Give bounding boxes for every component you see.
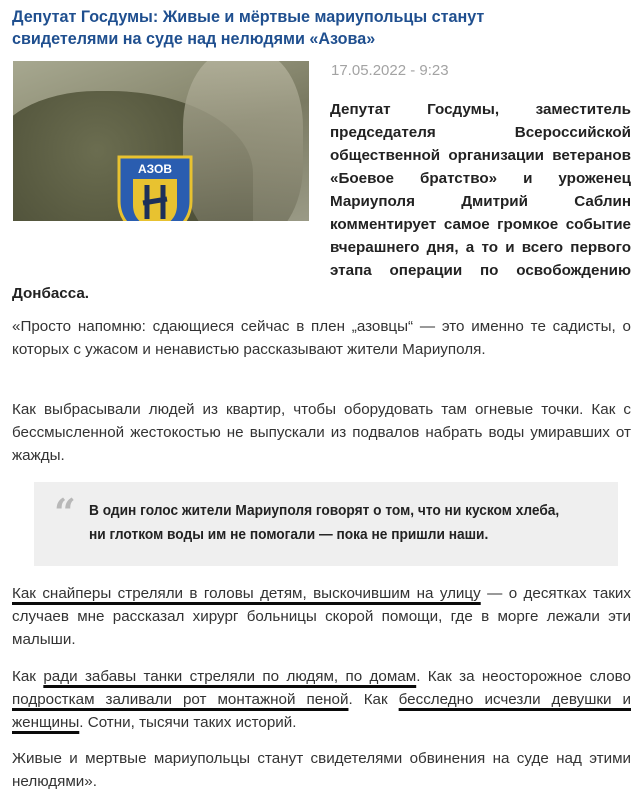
quote-text: В один голос жители Мариуполя говорят о том, что ни куском хлеба, ни глотком воды им не помогали — пока не пришли наши. [89, 503, 560, 543]
underlined-phrase: ради забавы танки стреляли по людям, по домам [43, 668, 417, 685]
paragraph-text: . Как за неосторожное слово [416, 668, 631, 685]
blockquote [34, 482, 618, 566]
underlined-phrase: Как снайперы стреляли в головы детям, выскочившим на улицу [12, 585, 481, 602]
article-title[interactable]: Депутат Госдумы: Живые и мёртвые мариупольцы станут свидетелями на суде над нелюдями «Азова» [12, 7, 485, 48]
paragraph-text: Как [12, 668, 44, 685]
paragraph-2: Как выбрасывали людей из квартир, чтобы оборудовать там огневые точки. Как с бессмысленной жестокостью не выпускали из подвалов набрать воды умиравших от жажды. [12, 401, 631, 464]
paragraph-text: — о десятках таких случаев мне рассказал хирург больницы скорой помощи, где в морге лежали эти малыши. [12, 585, 631, 648]
quote-mark-icon: “ [54, 490, 76, 535]
underlined-phrase: подросткам заливали рот монтажной пеной [12, 691, 349, 708]
lead-text: Депутат Госдумы, заместитель председателя Всероссийской общественной организации ветеранов «Боевое братство» и уроженец Мариуполя Дмитрий Саблин комментирует самое громкое событие вчерашнего дня, а то и всего первого этапа операции по освобождению Донбасса. [12, 101, 631, 302]
underlined-phrase: бесследно исчезли девушки и женщины [12, 691, 631, 731]
paragraph-3 [12, 582, 631, 651]
article-lead [12, 98, 631, 305]
paragraph-text: . Сотни, тысячи таких историй. [79, 714, 297, 731]
publish-date: 17.05.2022 - 9:23 [331, 62, 449, 79]
lead-image-spacer [12, 98, 330, 278]
patch-text: АЗОВ [137, 162, 173, 176]
paragraph-text: . Как [348, 691, 399, 708]
paragraph-1: «Просто напомню: сдающиеся сейчас в плен „азовцы“ — это именно те садисты, о которых с ужасом и ненавистью рассказывают жители Мариуполя. [12, 318, 631, 358]
paragraph-5: Живые и мертвые мариупольцы станут свидетелями обвинения на суде над этими нелюдями». [12, 750, 631, 790]
paragraph-4 [12, 665, 631, 734]
